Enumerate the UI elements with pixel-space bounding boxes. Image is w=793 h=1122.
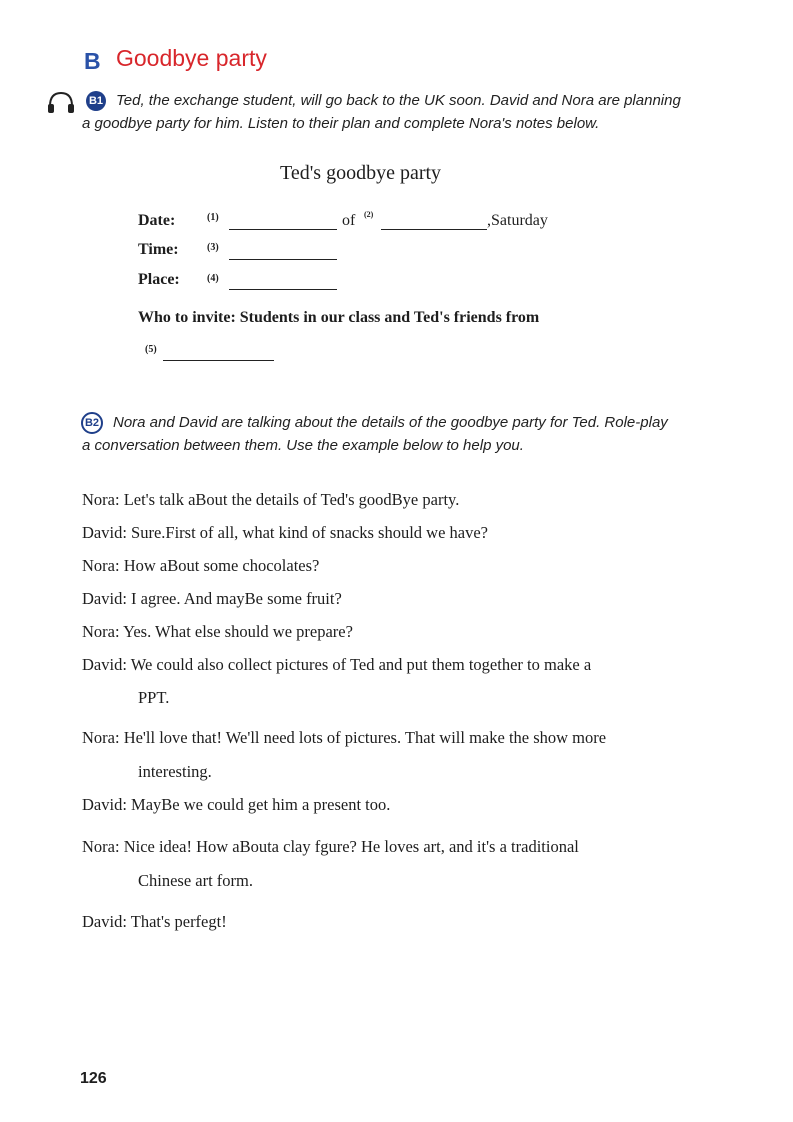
dialogue-line-9: Nora: Nice idea! How aBouta clay fgure? He loves art, and it's a traditional [82, 837, 579, 856]
dialogue-line-6-continuation: PPT. [138, 688, 170, 707]
headphones-icon [46, 90, 76, 114]
invite-text: Who to invite: Students in our class and Ted's friends from [138, 309, 540, 326]
blank-2[interactable] [381, 229, 487, 230]
blank-number-4: (4) [207, 273, 219, 284]
activity2-instruction-line1: Nora and David are talking about the details of the goodbye party for Ted. Role-play [113, 414, 668, 431]
page-number: 126 [80, 1070, 107, 1087]
dialogue-line-7-continuation: interesting. [138, 762, 212, 781]
activity-badge-b2: B2 [81, 412, 103, 434]
activity1-instruction-line2: a goodbye party for him. Listen to their plan and complete Nora's notes below. [82, 115, 600, 132]
dialogue-line-2: David: Sure.First of all, what kind of snacks should we have? [82, 523, 489, 542]
dialogue-line-5: Nora: Yes. What else should we prepare? [82, 622, 353, 641]
blank-3[interactable] [229, 259, 337, 260]
dialogue-line-4: David: I agree. And mayBe some fruit? [82, 589, 342, 608]
dialogue-line-9-continuation: Chinese art form. [138, 871, 254, 890]
activity-badge-b1: B1 [86, 91, 106, 111]
saturday-text: ,Saturday [487, 212, 548, 229]
activity2-instruction-line2: a conversation between them. Use the example below to help you. [82, 437, 524, 454]
section-letter: B [84, 48, 101, 74]
date-label: Date: [138, 212, 176, 229]
dialogue-line-8: David: MayBe we could get him a present too. [82, 795, 391, 814]
blank-1[interactable] [229, 229, 337, 230]
blank-5[interactable] [163, 360, 274, 361]
dialogue-line-6: David: We could also collect pictures of Ted and put them together to make a [82, 655, 592, 674]
dialogue-line-1: Nora: Let's talk aBout the details of Ted's goodBye party. [82, 490, 460, 509]
blank-number-2: (2) [364, 210, 374, 219]
dialogue-line-10: David: That's perfegt! [82, 912, 227, 931]
activity1-instruction-line1: Ted, the exchange student, will go back to the UK soon. David and Nora are planning [116, 92, 681, 109]
place-label: Place: [138, 271, 180, 288]
blank-4[interactable] [229, 289, 337, 290]
dialogue-line-7: Nora: He'll love that! We'll need lots of pictures. That will make the show more [82, 728, 607, 747]
dialogue-line-3: Nora: How aBout some chocolates? [82, 556, 320, 575]
blank-number-1: (1) [207, 212, 219, 223]
time-label: Time: [138, 241, 179, 258]
notes-title: Ted's goodbye party [280, 162, 442, 184]
blank-number-5: (5) [145, 344, 157, 355]
blank-number-3: (3) [207, 242, 219, 253]
section-title: Goodbye party [116, 45, 267, 71]
of-text: of [342, 212, 356, 229]
